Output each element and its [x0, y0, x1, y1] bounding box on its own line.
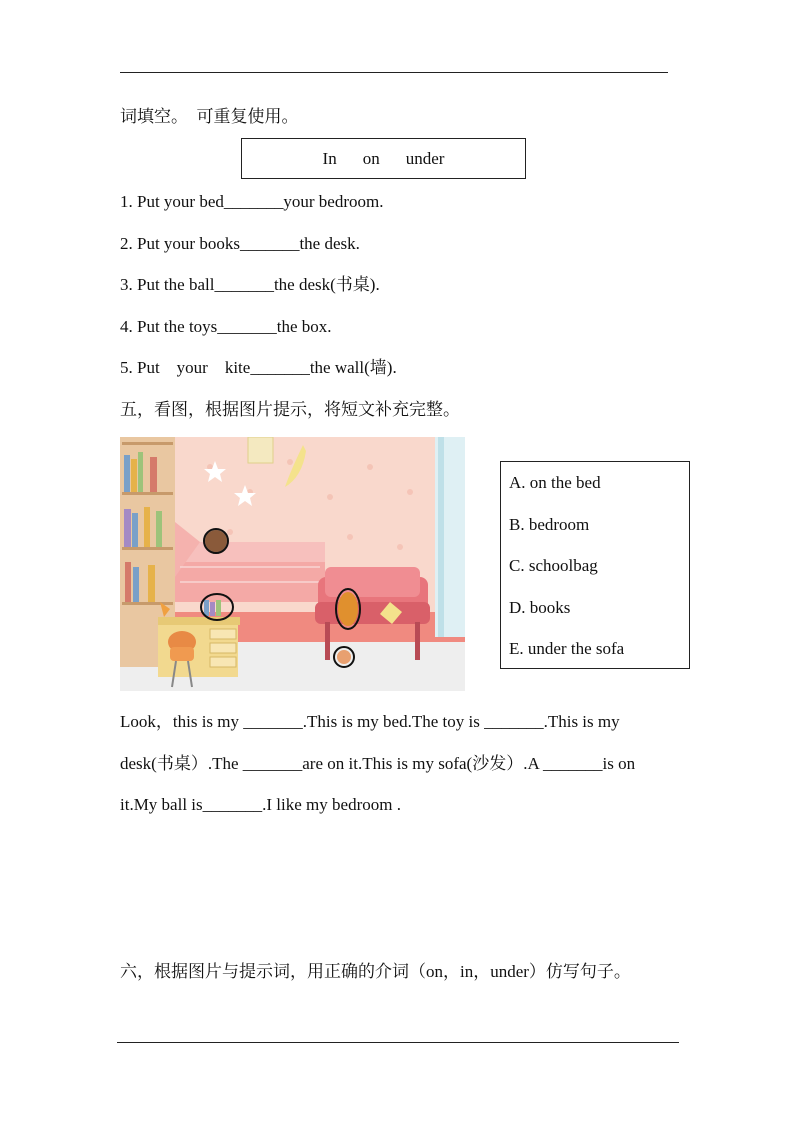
word-bank-item: In — [322, 148, 337, 168]
passage-line-3: it.My ball is_______.I like my bedroom . — [120, 795, 401, 814]
option-e: E. under the sofa — [509, 639, 625, 658]
fill-instruction: 词填空。 可重复使用。 — [120, 107, 299, 126]
option-c: C. schoolbag — [509, 556, 598, 575]
fill-item-4: 4. Put the toys_______the box. — [120, 317, 332, 336]
fill-item-5: 5. Put your kite_______the wall(墙). — [120, 358, 397, 377]
passage-line-1: Look，this is my _______.This is my bed.The toy is _______.This is my — [120, 712, 620, 731]
fill-item-3: 3. Put the ball_______the desk(书桌). — [120, 275, 380, 294]
word-bank-item: under — [405, 148, 445, 168]
top-rule — [120, 72, 668, 73]
option-d: D. books — [509, 597, 571, 617]
fill-item-1: 1. Put your bed_______your bedroom. — [120, 192, 384, 211]
bedroom-illustration — [120, 437, 465, 691]
bottom-rule — [117, 1042, 679, 1043]
options-box — [500, 461, 690, 669]
option-b: B. bedroom — [509, 514, 590, 534]
fill-item-2: 2. Put your books_______the desk. — [120, 234, 360, 253]
section6-title: 六，根据图片与提示词，用正确的介词（on，in，under）仿写句子。 — [120, 962, 631, 981]
word-bank-item: on — [362, 148, 380, 168]
option-a: A. on the bed — [509, 473, 601, 492]
word-bank-box — [241, 138, 526, 179]
section5-title: 五，看图，根据图片提示，将短文补充完整。 — [120, 400, 460, 419]
passage-line-2: desk(书桌）.The _______are on it.This is my sofa(沙发）.A _______is on — [120, 754, 636, 773]
